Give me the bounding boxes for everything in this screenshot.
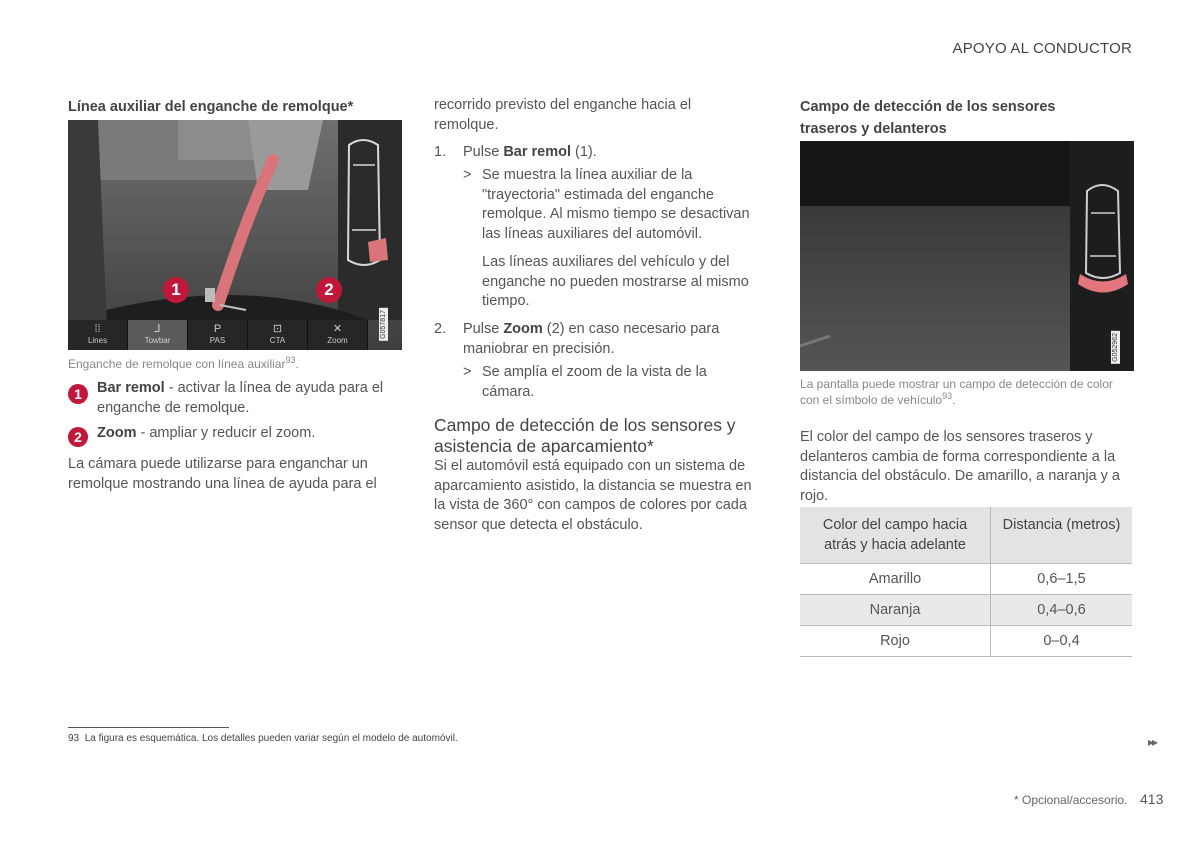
towbar-camera-image — [68, 120, 402, 350]
section-title-towbar: Línea auxiliar del enganche de remolque* — [68, 99, 354, 115]
zoom-button[interactable]: ✕ Zoom — [308, 320, 368, 350]
sensor-field-image — [800, 141, 1134, 371]
subsection-title-parking: Campo de detección de los sensores y asistencia de aparcamiento* — [434, 415, 736, 456]
table-cell: Rojo — [800, 626, 991, 657]
towbar-camera-scene — [68, 120, 402, 350]
parking-paragraph: Si el automóvil está equipado con un sistema de aparcamiento asistido, la distancia se muestra en la vista de 360° con campos de colores por cada sensor que detecta el obstáculo. — [434, 458, 752, 533]
table-cell: Amarillo — [800, 564, 991, 595]
cta-button[interactable]: ⊡ CTA — [248, 320, 308, 350]
legend-item-2: 2 Zoom - ampliar y reducir el zoom. — [68, 424, 398, 444]
table-header-color: Color del campo hacia atrás y hacia adelante — [800, 507, 991, 564]
table-row — [800, 564, 1132, 595]
parking-icon: P — [213, 323, 222, 335]
result-arrow-icon: > — [463, 167, 472, 183]
zoom-arrows-icon: ✕ — [332, 323, 343, 335]
lines-button[interactable]: ⁞⁞ Lines — [68, 320, 128, 350]
step-1-note: Las líneas auxiliares del vehículo y del enganche no pueden mostrarse al mismo tiempo. — [482, 254, 749, 309]
distance-table — [800, 507, 1132, 657]
footnote: 93 La figura es esquemática. Los detalles pueden variar según el modelo de automóvil. — [68, 733, 458, 744]
towbar-paragraph-continued: recorrido previsto del enganche hacia el remolque. — [434, 97, 692, 133]
step-1-result: > Se muestra la línea auxiliar de la "trayectoria" estimada del enganche remolque. Al mismo tiempo se desactivan las líneas auxiliares del automóvil. — [463, 167, 750, 242]
table-header-distance: Distancia (metros) — [991, 507, 1133, 564]
step-1: 1. Pulse Bar remol (1). — [434, 144, 597, 160]
image-code: G057817 — [380, 310, 387, 339]
table-cell: Naranja — [800, 595, 991, 626]
image-code: G052962 — [1112, 333, 1119, 362]
table-row — [800, 595, 1132, 626]
sensor-field-scene — [800, 141, 1134, 371]
table-cell: 0–0,4 — [991, 626, 1133, 657]
optional-note: * Opcional/accesorio. — [1014, 793, 1128, 807]
callout-2-badge: 2 — [316, 277, 342, 303]
towbar-button[interactable]: ⅃ Towbar — [128, 320, 188, 350]
towbar-icon: ⅃ — [154, 323, 161, 335]
table-cell: 0,4–0,6 — [991, 595, 1133, 626]
callout-1-badge: 1 — [163, 277, 189, 303]
step-2-result: > Se amplía el zoom de la vista de la cámara. — [463, 364, 707, 400]
callout-2-marker: 2 — [68, 427, 88, 447]
legend-item-1: 1 Bar remol - activar la línea de ayuda para el enganche de remolque. — [68, 379, 398, 418]
sensor-color-paragraph: El color del campo de los sensores traseros y delanteros cambia de forma correspondiente a la distancia del obstáculo. De amarillo, a naranja y a rojo. — [800, 429, 1120, 504]
cross-traffic-icon: ⊡ — [272, 323, 283, 335]
footnote-ref: 93 — [942, 391, 953, 401]
footnote-number: 93 — [68, 733, 80, 744]
sensor-image-caption: La pantalla puede mostrar un campo de detección de color con el símbolo de vehículo$^{93}$. — [800, 377, 1113, 407]
towbar-image-caption: Enganche de remolque con línea auxiliar$^{93}$. — [68, 355, 299, 371]
page-number: 413 — [1140, 791, 1164, 807]
footnote-ref: 93 — [285, 355, 296, 365]
towbar-paragraph: La cámara puede utilizarse para enganchar un remolque mostrando una línea de ayuda para el — [68, 456, 377, 492]
result-arrow-icon: > — [463, 364, 472, 380]
camera-toolbar — [68, 320, 368, 350]
table-cell: 0,6–1,5 — [991, 564, 1133, 595]
step-2: 2. Pulse Zoom (2) en caso necesario para maniobrar en precisión. — [434, 321, 720, 357]
section-title-sensors: Campo de detección de los sensores traseros y delanteros — [800, 99, 1056, 137]
footnote-divider — [68, 727, 229, 728]
callout-1-marker: 1 — [68, 384, 88, 404]
lines-icon: ⁞⁞ — [94, 323, 101, 335]
table-row — [800, 626, 1132, 657]
continue-arrows-icon: ▸▸ — [1148, 735, 1157, 749]
pas-button[interactable]: P PAS — [188, 320, 248, 350]
section-header: APOYO AL CONDUCTOR — [952, 40, 1132, 57]
